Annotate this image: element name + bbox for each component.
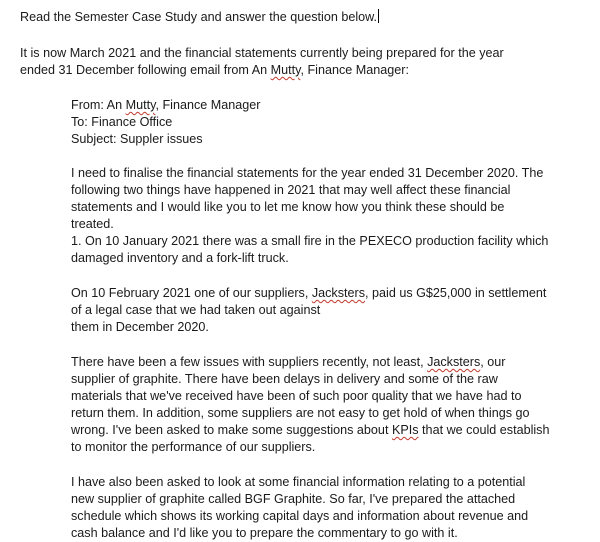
instruction-line bbox=[20, 9, 379, 26]
para1-line-5: 1. On 10 January 2021 there was a small fire in the PEXECO production facility which bbox=[71, 234, 549, 248]
para2-text: On 10 February 2021 one of our suppliers, bbox=[71, 286, 312, 300]
spelling-flag-mutty[interactable]: Mutty bbox=[270, 63, 301, 77]
intro-text: ended 31 December following email from An bbox=[20, 63, 271, 77]
para1-line-1: I need to finalise the financial statements for the year ended 31 December 2020. The bbox=[71, 166, 544, 180]
para2-line-3: them in December 2020. bbox=[71, 320, 209, 334]
intro-text-end: , Finance Manager: bbox=[300, 63, 409, 77]
para1-line-2: following two things have happened in 2021 that may well affect these financial bbox=[71, 183, 511, 197]
email-from bbox=[71, 97, 260, 114]
para1-line-4: treated. bbox=[71, 217, 114, 231]
spelling-flag-mutty-from[interactable]: Mutty bbox=[125, 98, 156, 112]
para4-line-2: new supplier of graphite called BGF Graphite. So far, I've prepared the attached bbox=[71, 492, 516, 506]
para3-line-6: to monitor the performance of our suppliers. bbox=[71, 440, 316, 454]
para3-text: There have been a few issues with suppliers recently, not least, bbox=[71, 355, 428, 369]
spelling-flag-kpis[interactable]: KPIs bbox=[391, 423, 419, 437]
from-role: , Finance Manager bbox=[155, 98, 261, 112]
para4-line-1: I have also been asked to look at some financial information relating to a potential bbox=[71, 475, 526, 489]
para3-line-3: materials that we've received have been of such poor quality that we have had to bbox=[71, 389, 522, 403]
spelling-flag-jacksters[interactable]: Jacksters bbox=[311, 286, 366, 300]
para3-line-5 bbox=[71, 422, 549, 439]
para3-line-1 bbox=[71, 354, 505, 371]
para3-l5-text: wrong. I've been asked to make some suggestions about bbox=[71, 423, 392, 437]
intro-line-1: It is now March 2021 and the financial statements currently being prepared for the year bbox=[20, 46, 504, 60]
from-label: From: An bbox=[71, 98, 126, 112]
para3-text-end: , our bbox=[480, 355, 506, 369]
email-to: To: Finance Office bbox=[71, 115, 173, 129]
para2-text-end: , paid us G$25,000 in settlement bbox=[365, 286, 547, 300]
para4-line-4: cash balance and I'd like you to prepare the commentary to go with it. bbox=[71, 526, 458, 540]
intro-line-2 bbox=[20, 62, 409, 79]
para4-line-3: schedule which shows its working capital days and information about revenue and bbox=[71, 509, 529, 523]
para1-line-6: damaged inventory and a fork-lift truck. bbox=[71, 251, 289, 265]
email-subject: Subject: Suppler issues bbox=[71, 132, 203, 146]
para1-line-3: statements and I would like you to let me know how you think these should be bbox=[71, 200, 505, 214]
para2-line-1 bbox=[71, 285, 546, 302]
instruction-text: Read the Semester Case Study and answer the question below. bbox=[20, 10, 378, 24]
text-cursor bbox=[378, 9, 379, 23]
para3-l5-text-end: that we could establish bbox=[418, 423, 550, 437]
spelling-flag-jacksters-2[interactable]: Jacksters bbox=[427, 355, 481, 369]
para3-line-2: supplier of graphite. There have been delays in delivery and some of the raw bbox=[71, 372, 498, 386]
para2-line-2: of a legal case that we had taken out against bbox=[71, 303, 321, 317]
para3-line-4: return them. In addition, some suppliers are not easy to get hold of when things go bbox=[71, 406, 530, 420]
